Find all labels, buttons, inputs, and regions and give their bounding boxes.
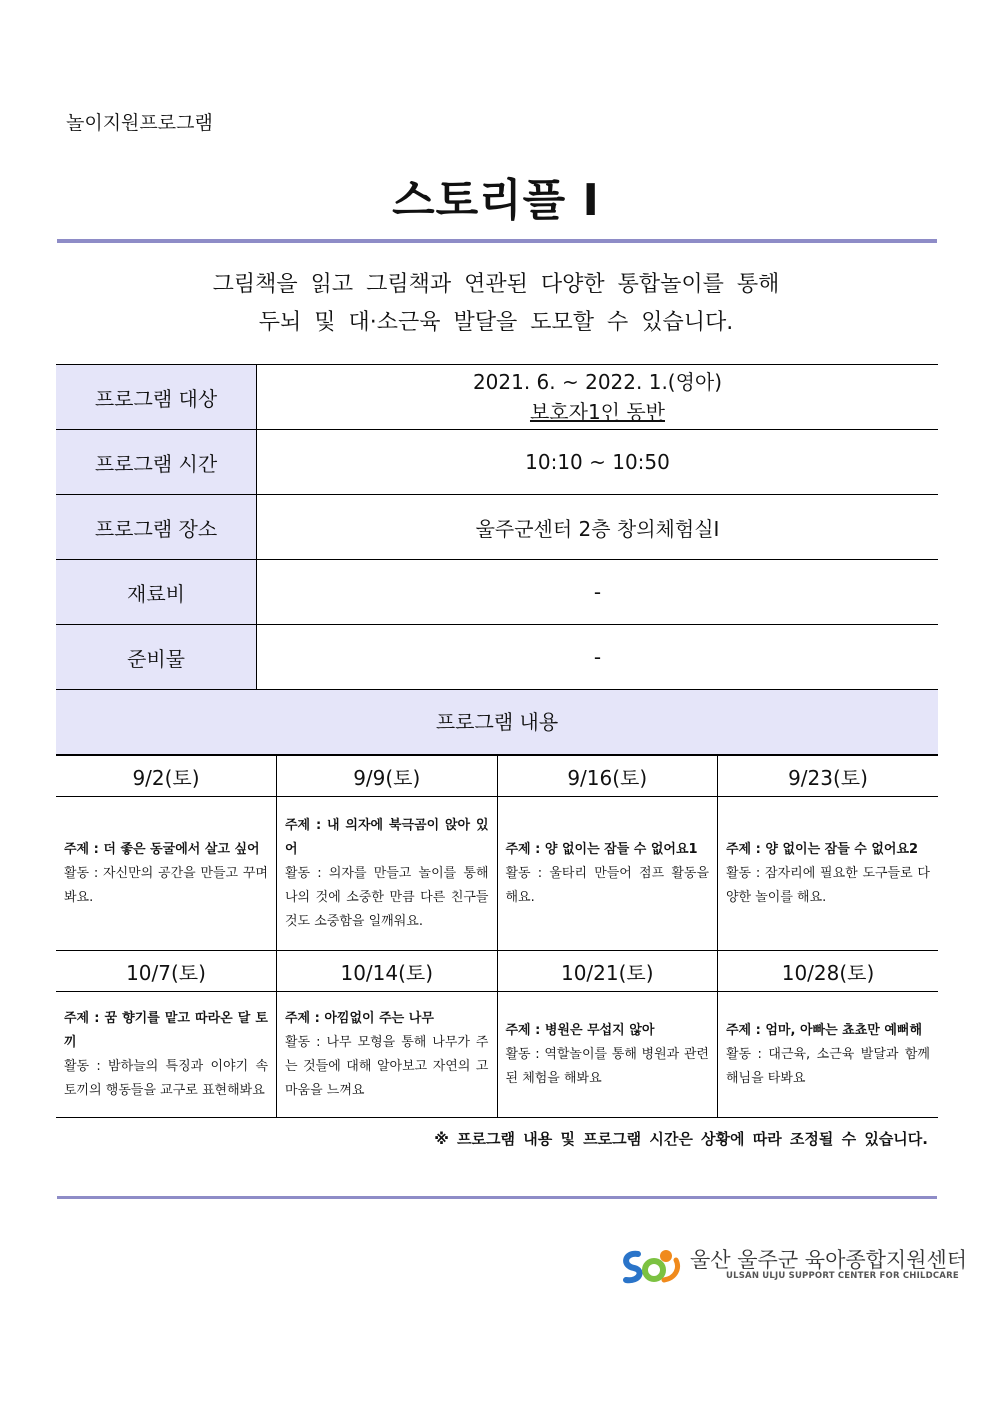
info-row-prep [56, 625, 938, 690]
schedule-topic: 주제 : 내 의자에 북극곰이 앉아 있어 [285, 817, 489, 857]
bottom-divider [57, 1196, 937, 1199]
fee-value: - [257, 560, 939, 625]
schedule-cell [718, 797, 939, 951]
schedule-date-row-2 [56, 951, 938, 992]
time-label: 프로그램 시간 [56, 430, 257, 495]
info-row-target [56, 365, 938, 430]
center-name-korean: 울산 울주군 육아종합지원센터 [690, 1248, 968, 1272]
place-value: 울주군센터 2층 창의체험실Ⅰ [257, 495, 939, 560]
schedule-topic: 주제 : 엄마, 아빠는 쵸쵸만 예뻐해 [726, 1022, 923, 1038]
program-intro [0, 266, 992, 342]
schedule-activity: 활동 : 울타리 만들어 점프 활동을 해요. [505, 865, 709, 905]
schedule-cell [718, 992, 939, 1118]
schedule-cell [56, 797, 277, 951]
target-label: 프로그램 대상 [56, 365, 257, 430]
place-label: 프로그램 장소 [56, 495, 257, 560]
schedule-activity: 활동 : 의자를 만들고 놀이를 통해 나의 것에 소중한 만큼 다른 친구들 것도 소중함을 일깨워요. [285, 865, 489, 929]
info-row-place [56, 495, 938, 560]
schedule-desc-row-1 [56, 797, 938, 951]
intro-line-2: 두뇌 및 대·소근육 발달을 도모할 수 있습니다. [258, 310, 734, 335]
info-row-time [56, 430, 938, 495]
logo-green-ring [645, 1261, 663, 1279]
schedule-activity: 활동 : 역할놀이를 통해 병원과 관련된 체험을 해봐요 [505, 1046, 709, 1086]
schedule-topic: 주제 : 병원은 무섭지 않아 [505, 1022, 655, 1038]
schedule-date: 9/9(토) [277, 756, 498, 797]
logo-orange-dot [660, 1250, 672, 1262]
target-guardian: 보호자1인 동반 [529, 400, 665, 424]
schedule-cell [497, 992, 718, 1118]
center-logo-icon [618, 1244, 684, 1288]
schedule-activity: 활동 : 나무 모형을 통해 나무가 주는 것들에 대해 알아보고 자연의 고마움을 느껴요 [285, 1034, 489, 1098]
schedule-date: 10/21(토) [497, 951, 718, 992]
program-content-header: 프로그램 내용 [56, 690, 938, 755]
schedule-date: 9/16(토) [497, 756, 718, 797]
schedule-cell [56, 992, 277, 1118]
schedule-activity: 활동 : 자신만의 공간을 만들고 꾸며 봐요. [64, 865, 268, 905]
schedule-activity: 활동 : 잠자리에 필요한 도구들로 다양한 놀이를 해요. [726, 865, 930, 905]
prep-label: 준비물 [56, 625, 257, 690]
page-title: 스토리플 Ⅰ [392, 175, 600, 226]
fee-label: 재료비 [56, 560, 257, 625]
program-schedule-table [56, 755, 938, 1118]
schedule-cell [277, 797, 498, 951]
intro-line-1: 그림책을 읽고 그림책과 연관된 다양한 통합놀이를 통해 [212, 272, 780, 297]
schedule-topic: 주제 : 더 좋은 동굴에서 살고 싶어 [64, 841, 260, 857]
center-logo [618, 1244, 968, 1288]
logo-orange-swoosh [664, 1260, 678, 1280]
schedule-cell [277, 992, 498, 1118]
schedule-note: ※ 프로그램 내용 및 프로그램 시간은 상황에 따라 조정될 수 있습니다. [434, 1130, 928, 1148]
schedule-topic: 주제 : 꿈 향기를 맡고 따라온 달 토끼 [64, 1010, 268, 1050]
schedule-activity: 활동 : 밤하늘의 특징과 이야기 속 토끼의 행동들을 교구로 표현해봐요 [64, 1058, 268, 1098]
schedule-cell [497, 797, 718, 951]
schedule-date-row-1 [56, 756, 938, 797]
program-category: 놀이지원프로그램 [66, 112, 213, 134]
schedule-date: 10/28(토) [718, 951, 939, 992]
info-row-fee [56, 560, 938, 625]
top-divider [57, 239, 937, 243]
center-name-english: ULSAN ULJU SUPPORT CENTER FOR CHILDCARE [726, 1271, 959, 1281]
schedule-date: 10/7(토) [56, 951, 277, 992]
prep-value: - [257, 625, 939, 690]
schedule-date: 9/2(토) [56, 756, 277, 797]
schedule-topic: 주제 : 양 없이는 잠들 수 없어요2 [726, 841, 919, 857]
schedule-date: 10/14(토) [277, 951, 498, 992]
target-value [257, 365, 939, 430]
schedule-topic: 주제 : 양 없이는 잠들 수 없어요1 [505, 841, 698, 857]
time-value: 10:10 ~ 10:50 [257, 430, 939, 495]
logo-blue-swoosh [626, 1254, 640, 1280]
schedule-activity: 활동 : 대근육, 소근육 발달과 함께 해님을 타봐요 [726, 1046, 930, 1086]
program-info-table [56, 364, 938, 690]
schedule-date: 9/23(토) [718, 756, 939, 797]
target-period: 2021. 6. ~ 2022. 1.(영아) [472, 370, 723, 394]
schedule-desc-row-2 [56, 992, 938, 1118]
schedule-topic: 주제 : 아낌없이 주는 나무 [285, 1010, 434, 1026]
